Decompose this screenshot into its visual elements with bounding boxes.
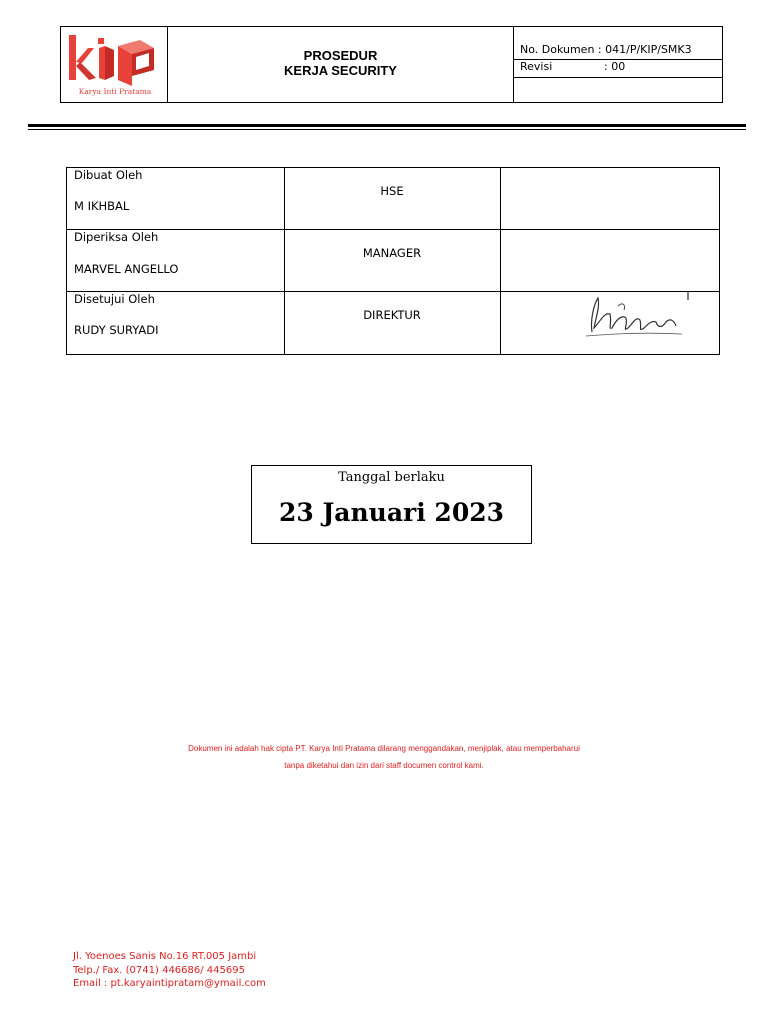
signature-icon [582,292,692,344]
document-title [168,48,513,78]
approval-person: M IKHBAL [74,199,130,213]
title-line-2: KERJA SECURITY [284,63,397,78]
copyright-notice-line-1: Dokumen ini adalah hak cipta PT. Karya Inti Pratama dilarang menggandakan, menjiplak, atau memperbaharui [188,744,580,753]
table-divider [500,167,501,355]
footer-phone: Telp./ Fax. (0741) 446686/ 445695 [73,965,245,976]
kip-logo-icon [66,30,164,100]
approval-action: Dibuat Oleh [74,168,143,182]
document-number: No. Dokumen : 041/P/KIP/SMK3 [520,43,692,56]
header-divider [513,26,514,103]
header-divider [513,77,723,78]
approval-action: Disetujui Oleh [74,292,155,306]
approval-action: Diperiksa Oleh [74,230,159,244]
revision-label: Revisi [520,60,553,73]
copyright-notice-line-2: tanpa diketahui dan izin dari staff documen control kami. [284,761,484,770]
table-divider [66,229,720,230]
director-signature [582,292,692,344]
approval-role: MANAGER [362,246,422,260]
company-logo [66,30,164,100]
footer-address: Jl. Yoenoes Sanis No.16 RT.005 Jambi [73,951,257,962]
footer-email: Email : pt.karyaintipratam@ymail.com [73,978,266,989]
approval-person: RUDY SURYADI [74,323,159,337]
effective-date-label: Tanggal berlaku [338,470,445,485]
approval-person: MARVEL ANGELLO [74,262,179,276]
title-line-1: PROSEDUR [303,48,378,63]
header-rule [28,124,746,127]
revision-value: : 00 [604,60,626,73]
approval-role: HSE [380,184,404,198]
svg-text:Karya Inti Pratama: Karya Inti Pratama [78,87,152,96]
approval-role: DIREKTUR [363,308,421,322]
effective-date: 23 Januari 2023 [278,498,505,527]
header-rule [28,129,746,130]
